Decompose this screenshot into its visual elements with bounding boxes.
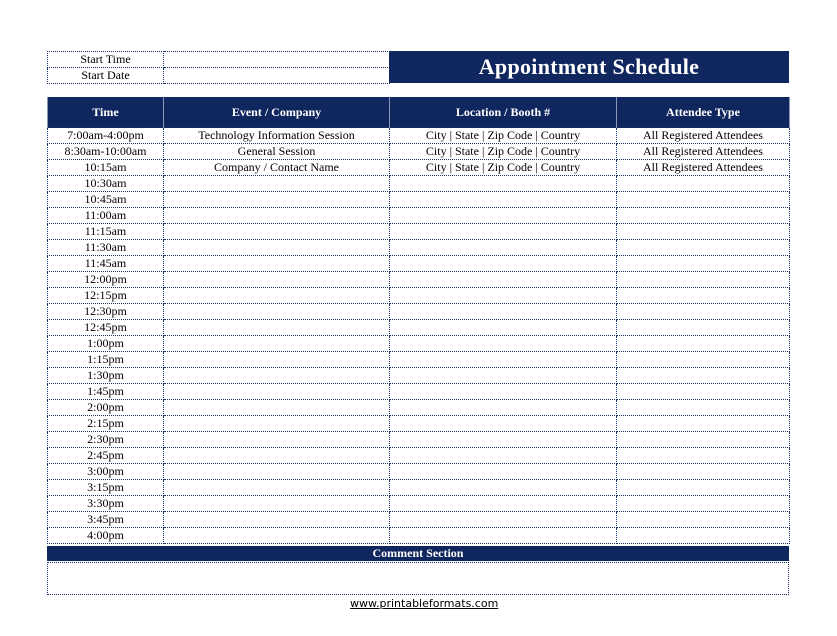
time-cell[interactable]: 10:15am xyxy=(48,160,164,176)
info-table xyxy=(47,51,390,84)
table-row xyxy=(48,448,790,464)
event-cell[interactable]: Company / Contact Name xyxy=(164,160,390,176)
event-cell[interactable] xyxy=(164,176,390,192)
time-cell[interactable]: 3:15pm xyxy=(48,480,164,496)
time-cell[interactable]: 3:45pm xyxy=(48,512,164,528)
location-cell[interactable]: City | State | Zip Code | Country xyxy=(390,128,617,144)
location-cell[interactable] xyxy=(390,496,617,512)
event-cell[interactable] xyxy=(164,448,390,464)
time-cell[interactable]: 3:30pm xyxy=(48,496,164,512)
table-row xyxy=(48,480,790,496)
table-row xyxy=(48,352,790,368)
attendee-cell[interactable] xyxy=(617,528,790,544)
table-row xyxy=(48,128,790,144)
event-cell[interactable] xyxy=(164,320,390,336)
title-bar xyxy=(389,51,789,83)
time-cell[interactable]: 1:15pm xyxy=(48,352,164,368)
time-cell[interactable]: 2:15pm xyxy=(48,416,164,432)
column-header-event: Event / Company xyxy=(164,97,390,128)
event-cell[interactable] xyxy=(164,432,390,448)
time-cell[interactable]: 11:15am xyxy=(48,224,164,240)
location-cell[interactable] xyxy=(390,416,617,432)
time-cell[interactable]: 12:00pm xyxy=(48,272,164,288)
attendee-cell[interactable] xyxy=(617,208,790,224)
time-cell[interactable]: 2:00pm xyxy=(48,400,164,416)
time-cell[interactable]: 12:45pm xyxy=(48,320,164,336)
location-cell[interactable] xyxy=(390,240,617,256)
event-cell[interactable] xyxy=(164,384,390,400)
table-row xyxy=(48,464,790,480)
attendee-cell[interactable] xyxy=(617,352,790,368)
attendee-cell[interactable] xyxy=(617,272,790,288)
attendee-cell[interactable]: All Registered Attendees xyxy=(617,160,790,176)
column-header-time: Time xyxy=(48,97,164,128)
time-cell[interactable]: 3:00pm xyxy=(48,464,164,480)
attendee-cell[interactable] xyxy=(617,432,790,448)
attendee-cell[interactable] xyxy=(617,464,790,480)
event-cell[interactable] xyxy=(164,368,390,384)
time-cell[interactable]: 4:00pm xyxy=(48,528,164,544)
attendee-cell[interactable] xyxy=(617,256,790,272)
location-cell[interactable] xyxy=(390,336,617,352)
table-row xyxy=(48,288,790,304)
table-row xyxy=(48,176,790,192)
table-row xyxy=(48,208,790,224)
attendee-cell[interactable] xyxy=(617,336,790,352)
location-cell[interactable]: City | State | Zip Code | Country xyxy=(390,160,617,176)
event-cell[interactable] xyxy=(164,256,390,272)
location-cell[interactable] xyxy=(390,464,617,480)
attendee-cell[interactable]: All Registered Attendees xyxy=(617,144,790,160)
location-cell[interactable]: City | State | Zip Code | Country xyxy=(390,144,617,160)
attendee-cell[interactable] xyxy=(617,416,790,432)
comment-section-header: Comment Section xyxy=(47,546,789,561)
location-cell[interactable] xyxy=(390,176,617,192)
location-cell[interactable] xyxy=(390,480,617,496)
attendee-cell[interactable] xyxy=(617,304,790,320)
attendee-cell[interactable] xyxy=(617,288,790,304)
table-row xyxy=(48,416,790,432)
event-cell[interactable] xyxy=(164,480,390,496)
table-row xyxy=(48,384,790,400)
event-cell[interactable] xyxy=(164,528,390,544)
time-cell[interactable]: 8:30am-10:00am xyxy=(48,144,164,160)
comment-field[interactable] xyxy=(47,562,789,595)
table-row xyxy=(48,400,790,416)
attendee-cell[interactable] xyxy=(617,384,790,400)
attendee-cell[interactable] xyxy=(617,480,790,496)
event-cell[interactable] xyxy=(164,464,390,480)
attendee-cell[interactable] xyxy=(617,240,790,256)
table-row xyxy=(48,240,790,256)
location-cell[interactable] xyxy=(390,256,617,272)
time-cell[interactable]: 1:30pm xyxy=(48,368,164,384)
table-row xyxy=(48,256,790,272)
table-row xyxy=(48,432,790,448)
event-cell[interactable] xyxy=(164,416,390,432)
location-cell[interactable] xyxy=(390,368,617,384)
time-cell[interactable]: 12:30pm xyxy=(48,304,164,320)
location-cell[interactable] xyxy=(390,432,617,448)
attendee-cell[interactable] xyxy=(617,320,790,336)
attendee-cell[interactable] xyxy=(617,176,790,192)
location-cell[interactable] xyxy=(390,208,617,224)
time-cell[interactable]: 11:45am xyxy=(48,256,164,272)
event-cell[interactable] xyxy=(164,400,390,416)
schedule-body xyxy=(48,128,790,544)
location-cell[interactable] xyxy=(390,352,617,368)
time-cell[interactable]: 7:00am-4:00pm xyxy=(48,128,164,144)
table-row xyxy=(48,144,790,160)
column-header-attendee: Attendee Type xyxy=(617,97,790,128)
table-row xyxy=(48,512,790,528)
start-date-field[interactable] xyxy=(164,68,390,84)
table-row xyxy=(48,224,790,240)
attendee-cell[interactable] xyxy=(617,496,790,512)
attendee-cell[interactable] xyxy=(617,224,790,240)
event-cell[interactable] xyxy=(164,224,390,240)
schedule-table xyxy=(47,97,790,544)
table-row xyxy=(48,496,790,512)
location-cell[interactable] xyxy=(390,192,617,208)
event-cell[interactable] xyxy=(164,304,390,320)
column-header-location: Location / Booth # xyxy=(390,97,617,128)
location-cell[interactable] xyxy=(390,528,617,544)
event-cell[interactable] xyxy=(164,208,390,224)
event-cell[interactable] xyxy=(164,352,390,368)
attendee-cell[interactable] xyxy=(617,512,790,528)
location-cell[interactable] xyxy=(390,320,617,336)
table-row xyxy=(48,528,790,544)
time-cell[interactable]: 2:45pm xyxy=(48,448,164,464)
location-cell[interactable] xyxy=(390,448,617,464)
table-row xyxy=(48,192,790,208)
location-cell[interactable] xyxy=(390,304,617,320)
footer-link[interactable]: www.printableformats.com xyxy=(350,597,499,610)
location-cell[interactable] xyxy=(390,288,617,304)
event-cell[interactable] xyxy=(164,336,390,352)
time-cell[interactable]: 10:45am xyxy=(48,192,164,208)
event-cell[interactable] xyxy=(164,288,390,304)
attendee-cell[interactable] xyxy=(617,192,790,208)
time-cell[interactable]: 2:30pm xyxy=(48,432,164,448)
page-title: Appointment Schedule xyxy=(478,54,700,79)
event-cell[interactable] xyxy=(164,496,390,512)
start-time-label: Start Time xyxy=(48,52,164,68)
schedule-header-row xyxy=(48,97,790,128)
attendee-cell[interactable] xyxy=(617,368,790,384)
location-cell[interactable] xyxy=(390,512,617,528)
time-cell[interactable]: 1:45pm xyxy=(48,384,164,400)
time-cell[interactable]: 10:30am xyxy=(48,176,164,192)
table-row xyxy=(48,320,790,336)
table-row xyxy=(48,368,790,384)
time-cell[interactable]: 11:00am xyxy=(48,208,164,224)
table-row xyxy=(48,160,790,176)
start-date-label: Start Date xyxy=(48,68,164,84)
attendee-cell[interactable]: All Registered Attendees xyxy=(617,128,790,144)
event-cell[interactable] xyxy=(164,192,390,208)
table-row xyxy=(48,272,790,288)
table-row xyxy=(48,336,790,352)
time-cell[interactable]: 1:00pm xyxy=(48,336,164,352)
event-cell[interactable] xyxy=(164,512,390,528)
table-row xyxy=(48,304,790,320)
time-cell[interactable]: 11:30am xyxy=(48,240,164,256)
location-cell[interactable] xyxy=(390,224,617,240)
event-cell[interactable] xyxy=(164,272,390,288)
location-cell[interactable] xyxy=(390,272,617,288)
attendee-cell[interactable] xyxy=(617,400,790,416)
event-cell[interactable] xyxy=(164,240,390,256)
location-cell[interactable] xyxy=(390,400,617,416)
start-time-field[interactable] xyxy=(164,52,390,68)
attendee-cell[interactable] xyxy=(617,448,790,464)
event-cell[interactable]: Technology Information Session xyxy=(164,128,390,144)
location-cell[interactable] xyxy=(390,384,617,400)
event-cell[interactable]: General Session xyxy=(164,144,390,160)
time-cell[interactable]: 12:15pm xyxy=(48,288,164,304)
